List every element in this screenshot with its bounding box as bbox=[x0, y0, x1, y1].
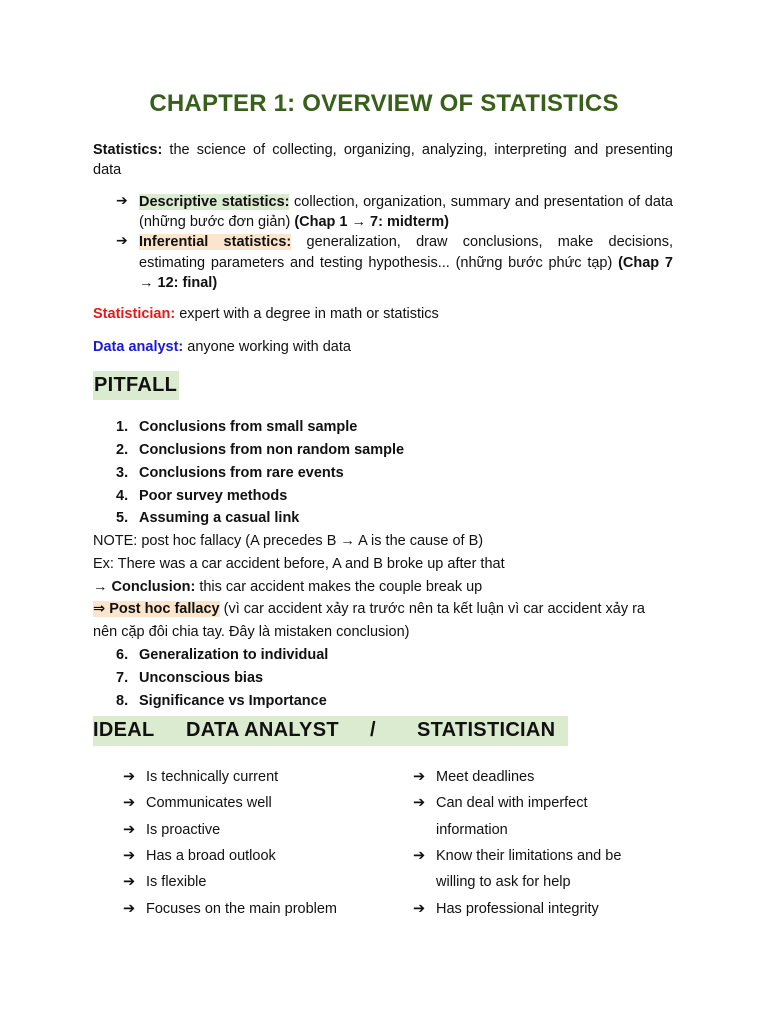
arrow-icon: ➔ bbox=[413, 901, 426, 917]
data-analyst-definition bbox=[93, 339, 351, 355]
pitfall-item: 2. Conclusions from non random sample bbox=[116, 442, 405, 458]
arrow-icon: ➔ bbox=[123, 822, 136, 838]
arrow-icon: ➔ bbox=[413, 795, 426, 811]
inferential-term: Inferential statistics: bbox=[139, 234, 292, 250]
slash-separator: / bbox=[370, 719, 376, 741]
document-page: CHAPTER 1: OVERVIEW OF STATISTICS Statistics: the science of collecting, organizing, analyzing, interpreting and presenting data ➔ Descriptive statistics: collection, organization, summary and presentation of data (những bước đơn giản) (Chap 1 → 7: midterm) ➔ Inferential statistics: generalization, draw conclusions, make decisions, estimating parameters and testing hypothesis... (những bước phức tạp) (Chap 7 → 12: final) Statistician: expert with a degree in math or statistics Data analyst: anyone working with data PITFALL 1. Conclusions from small sample 2. Conclusions from non random sample 3. Conclusions from rare events 4. Poor survey methods 5. Assuming a casual link NOTE: post hoc fallacy (A precedes B → A is the cause of B) Ex: There was a car accident before, A and B broke up after that → Conclusion: this car accident makes the couple break up ⇒ Post hoc fallacy (vì car accident xảy ra trước nên ta kết luận vì car accident xảy ra nên cặp đôi chia tay. Đây là mistaken conclusion) 6. Generalization to individual 7. Unconscious bias 8. Significance vs Importance IDEAL DATA ANALYST / STATISTICIAN ➔ Is technically current ➔ Communicates well ➔ Is proactive ➔ Has a broad outlook ➔ Is flexible ➔ Focuses on the main problem ➔ Meet deadlines ➔ Can deal with imperfect information ➔ Know their limitations and be willing to ask for help ➔ Has professional integrity bbox=[0, 0, 768, 1024]
data-analyst-word: DATA ANALYST bbox=[186, 719, 339, 741]
descriptive-text: collection, organization, summary and presentation of data (những bước đơn giản) bbox=[139, 194, 673, 230]
arrow-icon: ➔ bbox=[413, 848, 426, 864]
statistics-definition bbox=[93, 140, 673, 180]
data-analyst-text: anyone working with data bbox=[183, 339, 351, 355]
conclusion-line: → Conclusion: this car accident makes the couple break up bbox=[93, 579, 483, 595]
descriptive-chap: (Chap 1 → 7: midterm) bbox=[294, 214, 450, 230]
data-analyst-term: Data analyst: bbox=[93, 339, 184, 355]
pitfall-item: 5. Assuming a casual link bbox=[116, 510, 300, 526]
inferential-chap: (Chap 7 → 12: final) bbox=[139, 254, 673, 291]
post-hoc-note: NOTE: post hoc fallacy (A precedes B → A is the cause of B) bbox=[93, 533, 484, 549]
arrow-icon: ➔ bbox=[123, 769, 136, 785]
descriptive-statistics-item bbox=[139, 192, 673, 232]
conclusion-term: Conclusion: bbox=[111, 579, 196, 595]
pitfall-item: 3. Conclusions from rare events bbox=[116, 465, 344, 481]
pitfall-item: 8. Significance vs Importance bbox=[116, 693, 327, 709]
pitfall-item: 6. Generalization to individual bbox=[116, 647, 329, 663]
descriptive-term: Descriptive statistics: bbox=[139, 194, 290, 210]
arrow-bullet-icon: ➔ bbox=[116, 192, 128, 208]
chapter-title: CHAPTER 1: OVERVIEW OF STATISTICS bbox=[149, 90, 619, 117]
pitfall-item: 1. Conclusions from small sample bbox=[116, 419, 358, 435]
statistics-term: Statistics: bbox=[93, 142, 163, 158]
statistician-text: expert with a degree in math or statistics bbox=[175, 306, 439, 322]
statistician-term: Statistician: bbox=[93, 306, 176, 322]
pitfall-item: 4. Poor survey methods bbox=[116, 488, 288, 504]
ideal-word: IDEAL bbox=[93, 719, 155, 741]
post-hoc-fallacy-line: ⇒ Post hoc fallacy (vì car accident xảy ra trước nên ta kết luận vì car accident xảy ra bbox=[93, 601, 645, 617]
statistician-word: STATISTICIAN bbox=[417, 719, 556, 741]
post-hoc-term: ⇒ Post hoc fallacy bbox=[93, 601, 220, 617]
arrow-icon: ➔ bbox=[123, 901, 136, 917]
pitfall-item: 7. Unconscious bias bbox=[116, 670, 264, 686]
statistics-definition-text: the science of collecting, organizing, analyzing, interpreting and presenting data bbox=[93, 142, 673, 178]
post-hoc-fallacy-continued: nên cặp đôi chia tay. Đây là mistaken conclusion) bbox=[93, 624, 410, 640]
inferential-statistics-item bbox=[139, 232, 673, 294]
arrow-icon: ➔ bbox=[123, 874, 136, 890]
arrow-icon: ➔ bbox=[123, 848, 136, 864]
arrow-icon: ➔ bbox=[413, 769, 426, 785]
example-text: Ex: There was a car accident before, A and B broke up after that bbox=[93, 556, 505, 572]
arrow-icon: ➔ bbox=[123, 795, 136, 811]
ideal-heading bbox=[93, 716, 568, 746]
inferential-text: generalization, draw conclusions, make decisions, estimating parameters and testing hypothesis... (những bước phức tạp) bbox=[139, 234, 673, 271]
arrow-bullet-icon: ➔ bbox=[116, 232, 128, 248]
pitfall-heading: PITFALL bbox=[93, 371, 179, 400]
statistician-definition bbox=[93, 306, 439, 322]
